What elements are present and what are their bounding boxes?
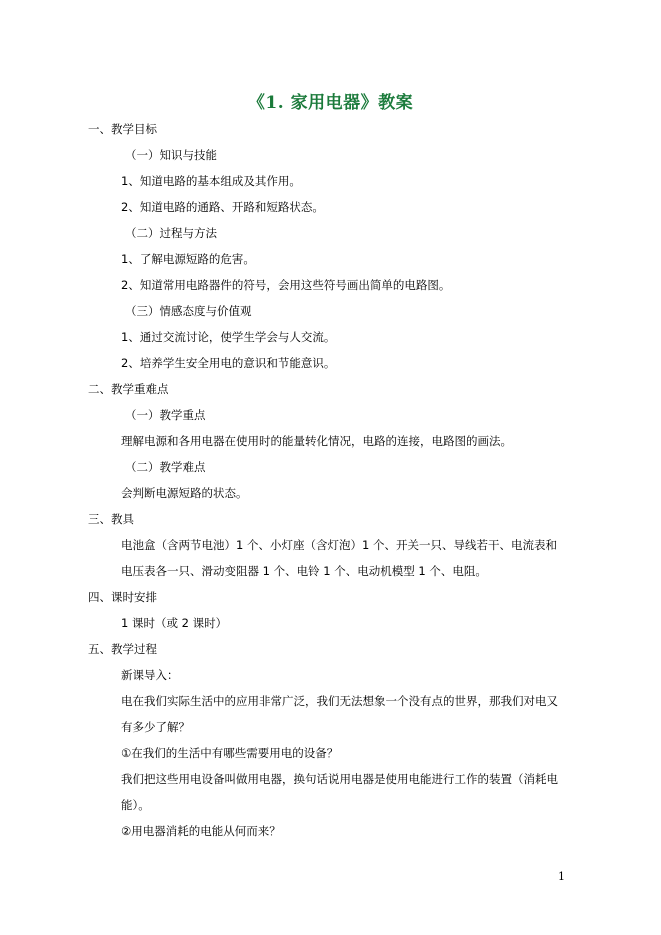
paragraph: 1、了解电源短路的危害。 [121,252,255,266]
section-heading-teaching-aids: 三、教具 [88,512,134,526]
section-heading-process: 五、教学过程 [88,642,157,656]
paragraph: 电在我们实际生活中的应用非常广泛，我们无法想象一个没有点的世界，那我们对电又有多少了解？ [121,694,558,734]
paragraph: 2、知道电路的通路、开路和短路状态。 [121,200,324,214]
page-title: 《1. 家用电器》教案 [247,93,414,113]
section-heading-schedule: 四、课时安排 [88,590,157,604]
paragraph: 1、通过交流讨论，使学生学会与人交流。 [121,330,336,344]
question-2: ②用电器消耗的电能从何而来？ [121,824,281,838]
question-1: ①在我们的生活中有哪些需要用电的设备？ [121,746,339,760]
page-number: 1 [558,870,565,883]
paragraph: 1、知道电路的基本组成及其作用。 [121,174,301,188]
paragraph: 1 课时（或 2 课时） [121,616,228,630]
paragraph-teaching-aids: 电池盒（含两节电池）1 个、小灯座（含灯泡）1 个、开关一只、导线若干、电流表和电压表各一只、滑动变阻器 1 个、电铃 1 个、电动机模型 1 个、电阻。 [121,538,557,578]
paragraph: 我们把这些用电设备叫做用电器，换句话说用电器是使用电能进行工作的装置（消耗电能）。 [121,772,558,812]
lead-in-label: 新课导入： [121,668,179,682]
subheading-process-method: （二）过程与方法 [125,226,217,240]
subheading-knowledge-skills: （一）知识与技能 [125,148,217,162]
paragraph: 2、培养学生安全用电的意识和节能意识。 [121,356,336,370]
paragraph: 会判断电源短路的状态。 [121,486,248,500]
paragraph: 理解电源和各用电器在使用时的能量转化情况，电路的连接，电路图的画法。 [121,434,512,448]
paragraph: 2、知道常用电路器件的符号，会用这些符号画出简单的电路图。 [121,278,451,292]
subheading-key-point: （一）教学重点 [125,408,206,422]
subheading-attitude-values: （三）情感态度与价值观 [125,304,252,318]
section-heading-objectives: 一、教学目标 [88,122,157,136]
subheading-difficulty: （二）教学难点 [125,460,206,474]
section-heading-key-points: 二、教学重难点 [88,382,169,396]
